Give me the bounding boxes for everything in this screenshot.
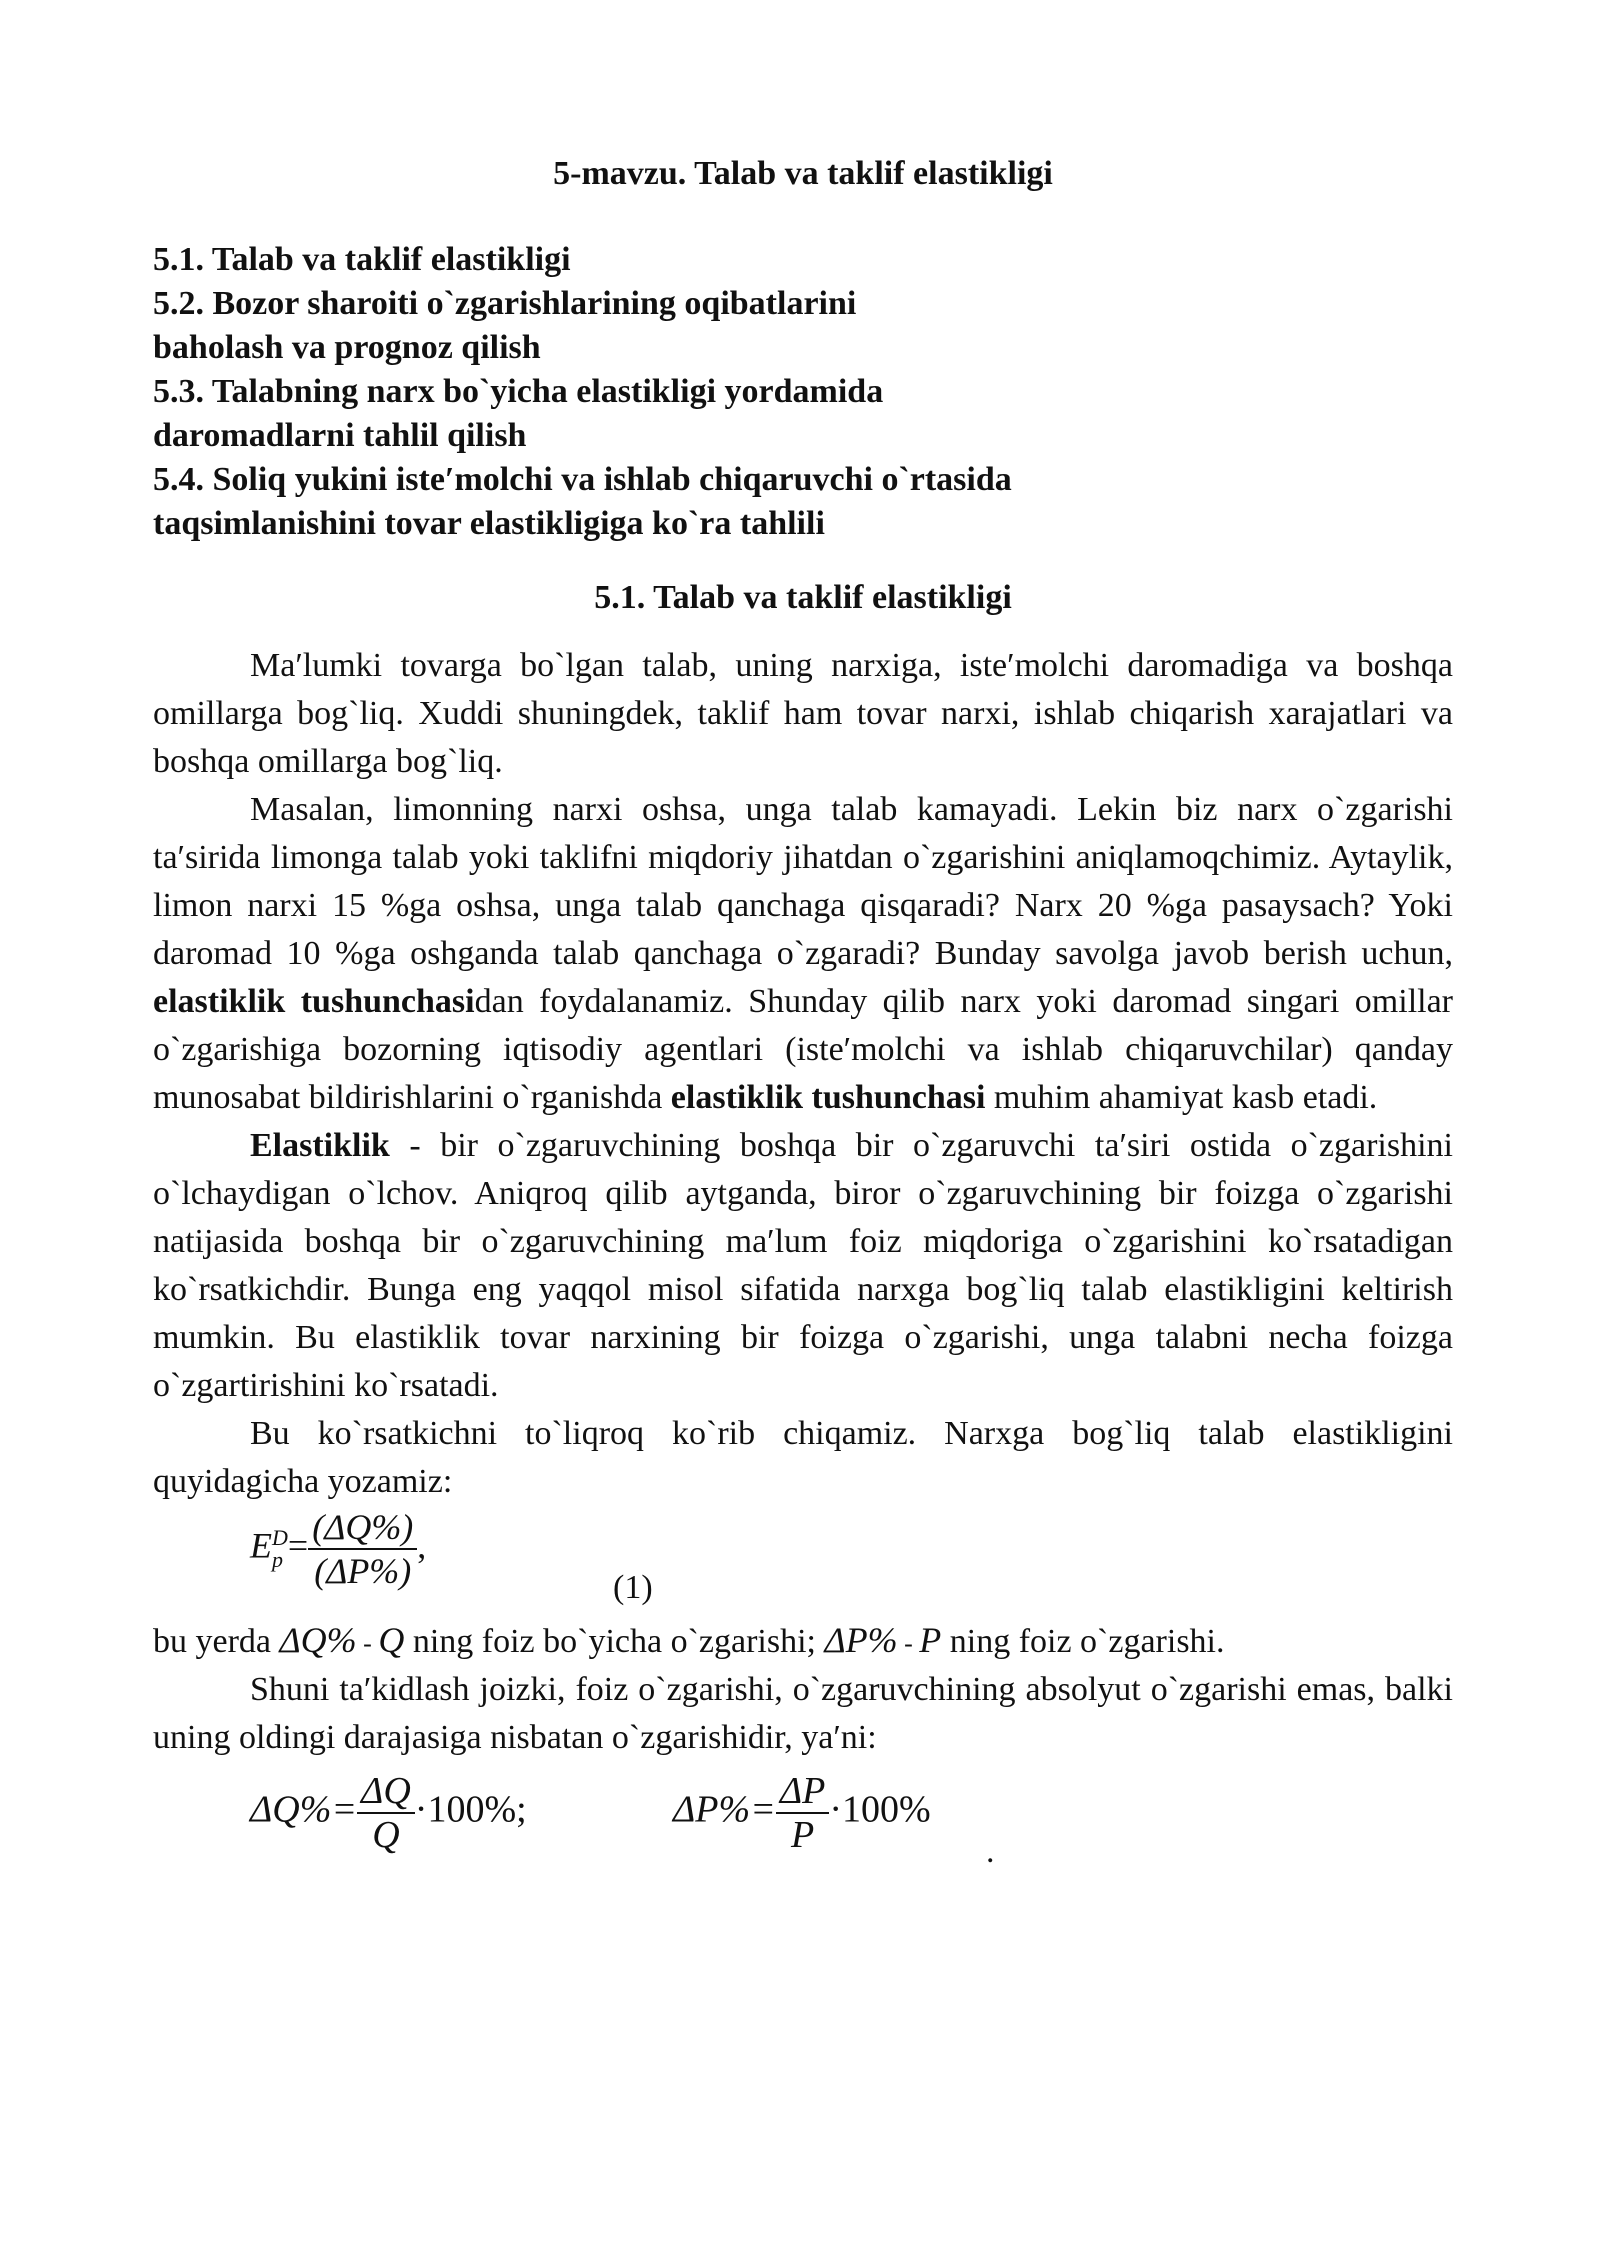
toc-line: taqsimlanishini tovar elastikligiga ko`ra tahlili <box>153 505 825 542</box>
formula-2b-denominator: P <box>790 1814 815 1856</box>
formula-2a-fraction <box>357 1770 415 1856</box>
legend-p: P <box>919 1620 942 1660</box>
toc-line: 5.4. Soliq yukini iste′molchi va ishlab chiqaruvchi o`rtasida <box>153 461 1012 498</box>
legend-text-2: ning foiz bo`yicha o`zgarishi; <box>404 1623 825 1660</box>
toc-line: 5.1. Talab va taklif elastikligi <box>153 241 571 278</box>
legend-text-3: ning foiz o`zgarishi. <box>941 1623 1225 1660</box>
paragraph-3-text: - bir o`zgaruvchining boshqa bir o`zgaruvchi ta′siri ostida o`zgarishini o`lchaydigan o`lchov. Aniqroq qilib aytganda, biror o`zgaruvchining bir foizga o`zgarishi natijasida boshqa bir o`zgaruvchining ma′lum foiz miqdoriga o`zgarishini ko`rsatadigan ko`rsatkichdir. Bunga eng yaqqol misol sifatida narxga bog`liq talab elastikligini keltirish mumkin. Bu elastiklik tovar narxining bir foizga o`zgarishi, unga talabni necha foizga o`zgartirishini ko`rsatadi. <box>153 1127 1453 1404</box>
formula-2a-lhs: ΔQ%= <box>250 1788 358 1831</box>
legend-q: Q <box>378 1620 405 1660</box>
formula-2b-fraction <box>776 1770 830 1856</box>
formula-2a-numerator: ΔQ <box>357 1770 415 1814</box>
formula-1-sup: D <box>272 1525 288 1550</box>
formula-2-period: . <box>986 1833 995 1870</box>
paragraph-2-text-a: Masalan, limonning narxi oshsa, unga talab kamayadi. Lekin biz narx o`zgarishi ta′sirida limonga talab yoki taklifni miqdoriy jihatdan o`zgarishini aniqlamoqchimiz. Aytaylik, limon narxi 15 %ga oshsa, unga talab qanchaga qisqaradi? Narx 20 %ga pasaysach? Yoki daromad 10 %ga oshganda talab qanchaga o`zgaradi? Bunday savolga javob berish uchun, <box>153 791 1453 972</box>
legend-sep-2: - <box>897 1629 920 1658</box>
formula-1-denominator: (ΔP%) <box>314 1551 412 1591</box>
formula-1-equals: = <box>287 1525 309 1566</box>
formula-1-numerator: (ΔQ%) <box>308 1506 417 1550</box>
formula-2b-numerator: ΔP <box>776 1770 830 1814</box>
formula-2b <box>673 1770 931 1856</box>
paragraph-3-bold-term: Elastiklik <box>250 1127 390 1164</box>
toc-line: baholash va prognoz qilish <box>153 329 541 366</box>
paragraph-3 <box>153 1122 1453 1410</box>
toc-line: 5.2. Bozor sharoiti o`zgarishlarining oqibatlarini <box>153 285 857 322</box>
legend-sep-1: - <box>356 1629 379 1658</box>
formula-1-expression <box>250 1506 426 1592</box>
formula-percent-change <box>153 1766 1453 1886</box>
formula-1-comma: , <box>417 1525 427 1566</box>
formula-1-sub: p <box>272 1547 283 1572</box>
formula-2b-lhs: ΔP%= <box>673 1788 776 1831</box>
formula-1-E: E <box>250 1525 272 1566</box>
page-title: 5-mavzu. Talab va taklif elastikligi <box>553 155 1053 192</box>
formula-2a-denominator: Q <box>372 1814 400 1856</box>
paragraph-2-text-c: muhim ahamiyat kasb etadi. <box>985 1079 1378 1116</box>
table-of-contents <box>153 238 1453 546</box>
legend-dp: ΔP% <box>824 1620 898 1660</box>
formula-2a <box>250 1770 527 1856</box>
formula-2a-rhs: ·100%; <box>414 1788 527 1831</box>
paragraph-2-text-b: dan foydalanamiz. Shunday qilib narx yoki daromad singari omillar o`zgarishiga bozorning iqtisodiy agentlari (iste′molchi va ishlab chiqaruvchilar) qanday munosabat bildirishlarini o`rganishda <box>153 983 1453 1116</box>
document-page <box>153 150 1453 1886</box>
section-title: 5.1. Talab va taklif elastikligi <box>594 579 1012 616</box>
formula-2b-rhs: ·100% <box>829 1788 931 1831</box>
paragraph-2-bold-term-2: elastiklik tushunchasi <box>670 1079 986 1116</box>
paragraph-2-bold-term: elastiklik tushunchasi <box>153 983 475 1020</box>
legend-text-1: bu yerda <box>153 1623 280 1660</box>
legend-dq: ΔQ% <box>279 1620 357 1660</box>
toc-line: 5.3. Talabning narx bo`yicha elastikligi yordamida <box>153 373 884 410</box>
formula-1-fraction <box>308 1506 417 1592</box>
formula-legend-line <box>153 1616 1453 1666</box>
toc-line: daromadlarni tahlil qilish <box>153 417 527 454</box>
formula-1-number: (1) <box>613 1569 653 1606</box>
paragraph-2 <box>153 786 1453 1122</box>
formula-elasticity <box>153 1506 1453 1616</box>
paragraph-5: Shuni ta′kidlash joizki, foiz o`zgarishi, o`zgaruvchining absolyut o`zgarishi emas, balki uning oldingi darajasiga nisbatan o`zgarishidir, ya′ni: <box>153 1671 1453 1756</box>
paragraph-1: Ma′lumki tovarga bo`lgan talab, uning narxiga, iste′molchi daromadiga va boshqa omillarga bog`liq. Xuddi shuningdek, taklif ham tovar narxi, ishlab chiqarish xarajatlari va boshqa omillarga bog`liq. <box>153 647 1453 780</box>
paragraph-4: Bu ko`rsatkichni to`liqroq ko`rib chiqamiz. Narxga bog`liq talab elastikligini quyidagicha yozamiz: <box>153 1415 1453 1500</box>
